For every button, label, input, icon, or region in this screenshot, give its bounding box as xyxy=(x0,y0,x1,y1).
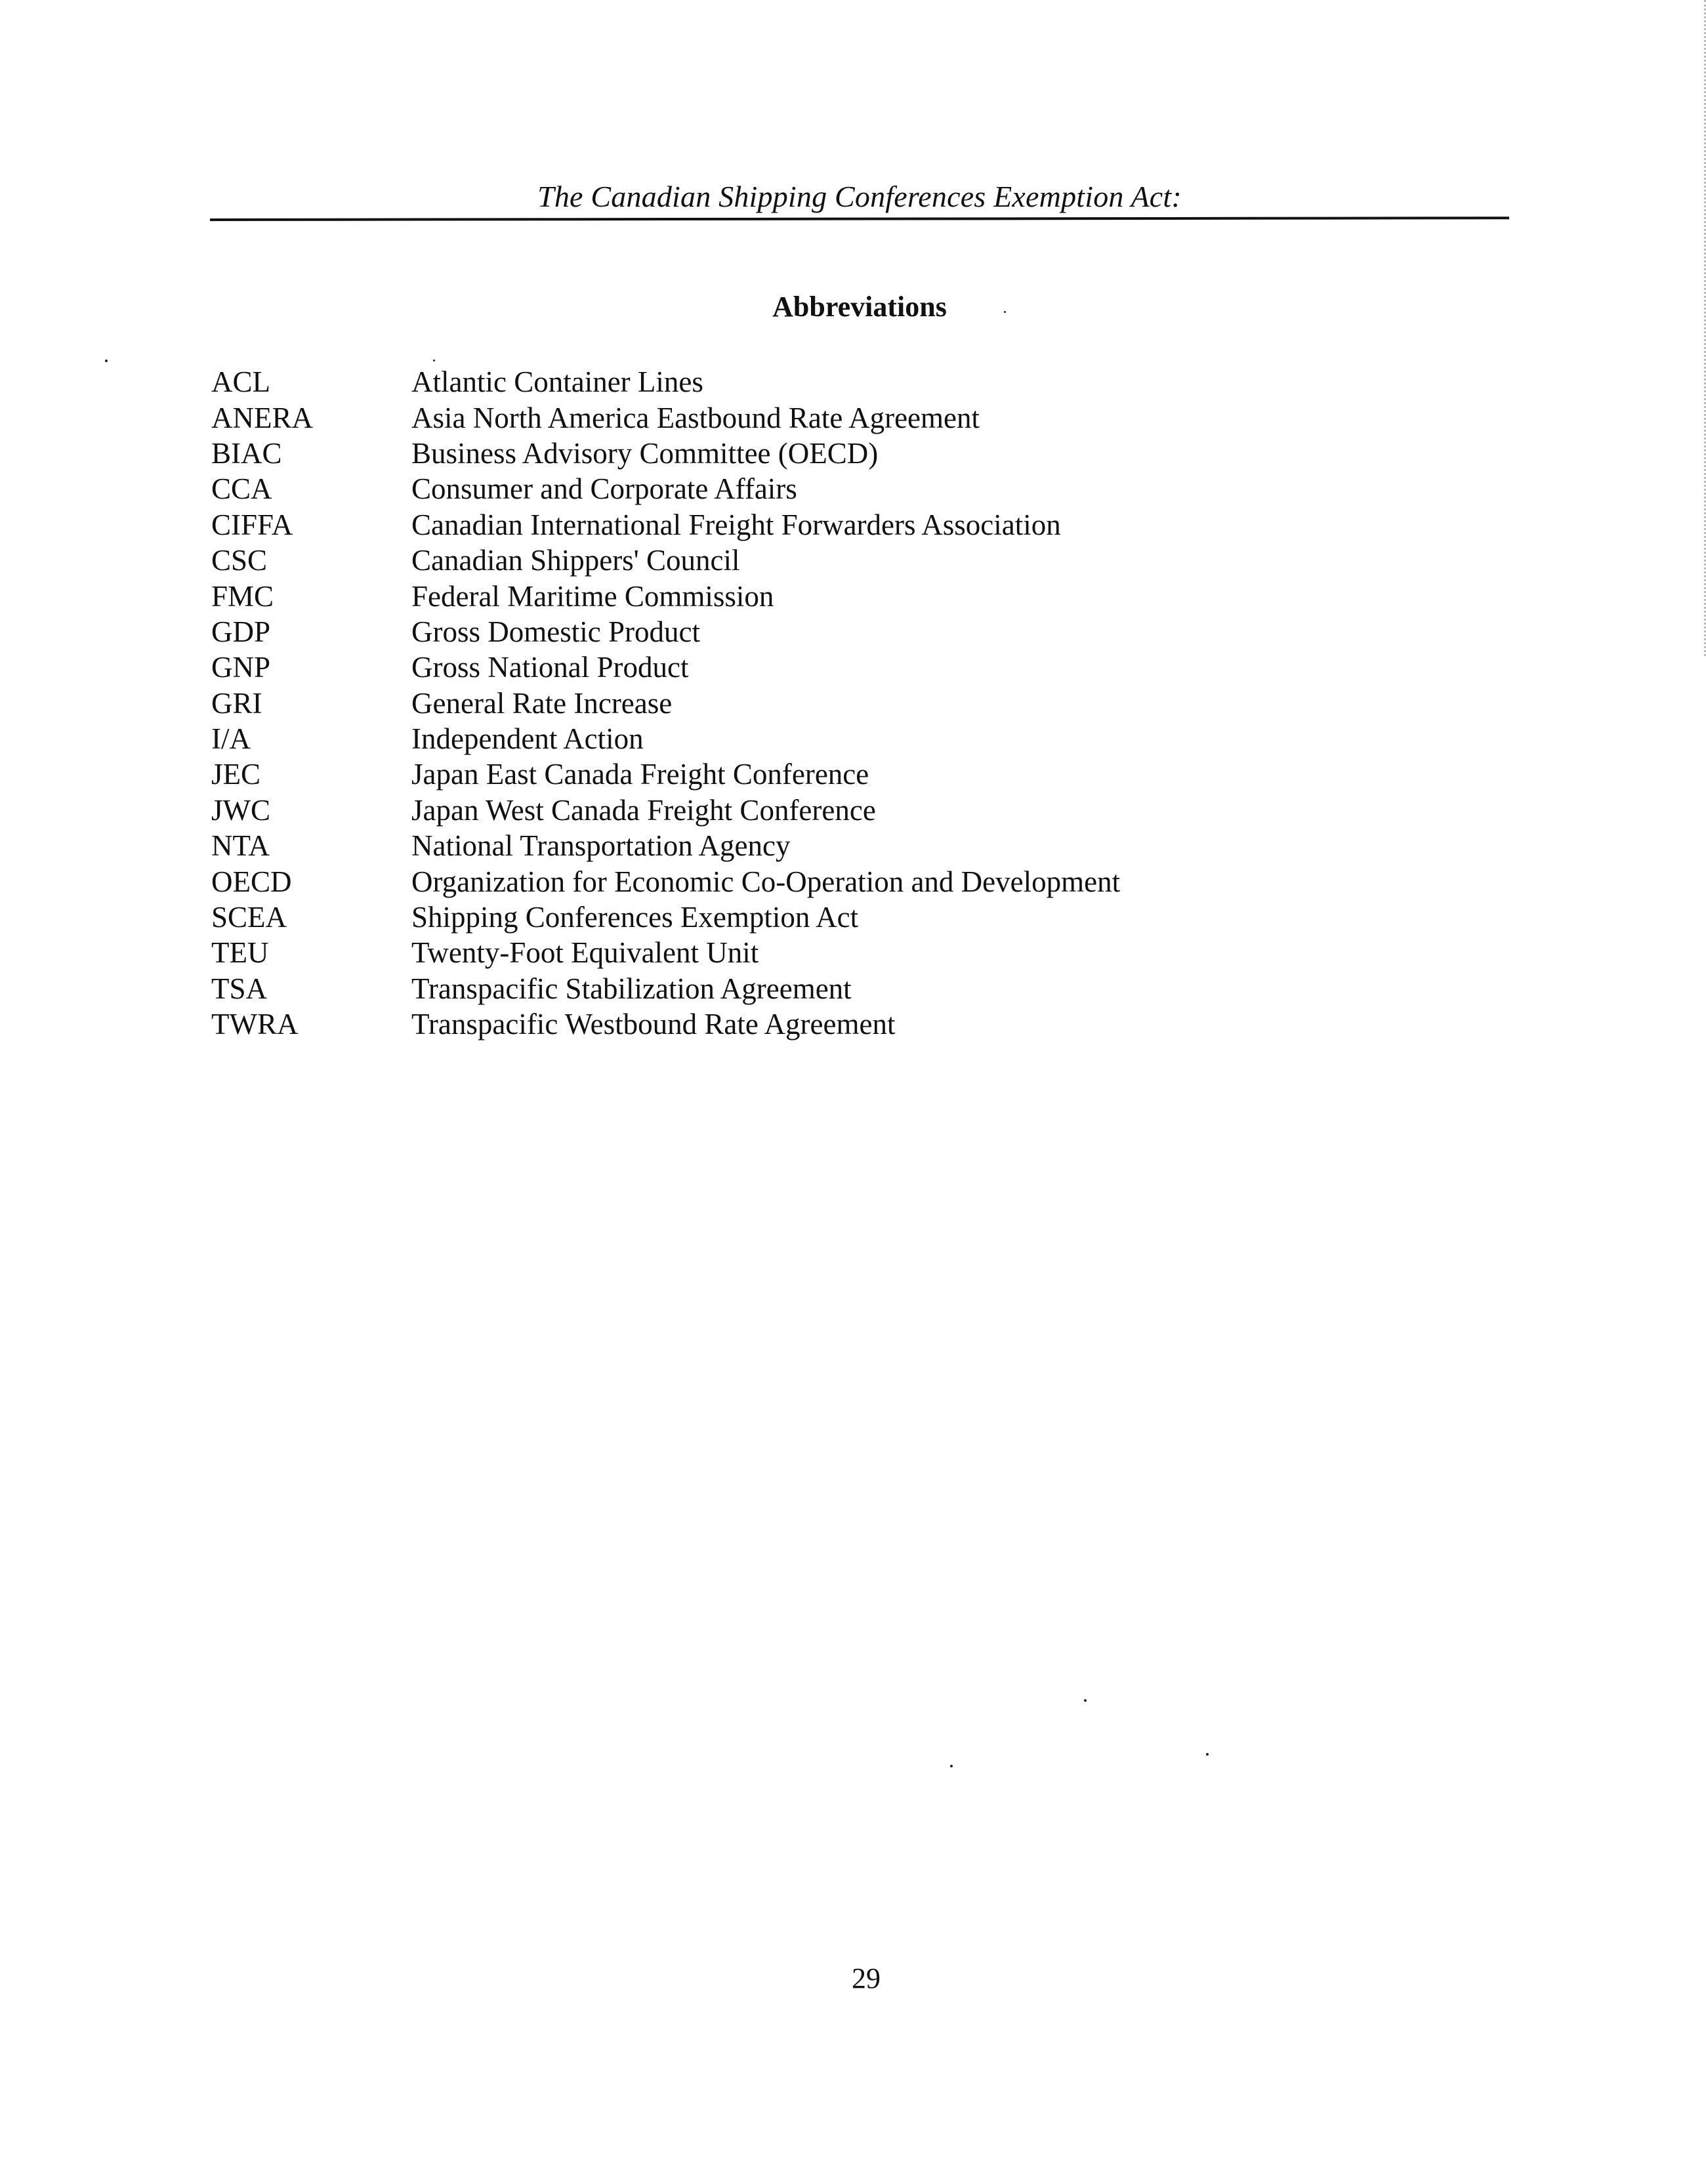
abbreviation-row xyxy=(211,899,1425,935)
abbreviation-term: General Rate Increase xyxy=(411,686,673,720)
header-rule xyxy=(210,216,1509,221)
abbreviation-code: GNP xyxy=(211,651,271,684)
scan-speck xyxy=(1206,1753,1209,1756)
scan-speck xyxy=(1084,1699,1087,1702)
abbreviation-term: Japan East Canada Freight Conference xyxy=(411,758,869,791)
abbreviation-row xyxy=(211,649,1425,685)
abbreviation-term: Canadian International Freight Forwarders Association xyxy=(411,508,1061,541)
abbreviation-row xyxy=(211,543,1425,578)
abbreviation-code: ACL xyxy=(211,365,270,399)
abbreviation-row xyxy=(211,686,1425,721)
abbreviation-row xyxy=(211,471,1425,506)
scan-speck xyxy=(433,360,435,361)
abbreviation-row xyxy=(211,436,1425,471)
scan-speck xyxy=(105,360,108,362)
abbreviation-row xyxy=(211,1006,1425,1042)
abbreviation-row xyxy=(211,756,1425,792)
abbreviation-term: Gross National Product xyxy=(411,651,689,684)
abbreviation-term: Independent Action xyxy=(411,722,644,756)
abbreviation-term: Transpacific Stabilization Agreement xyxy=(411,972,852,1005)
page-number: 29 xyxy=(852,1962,881,1994)
abbreviation-code: GDP xyxy=(211,615,271,648)
abbreviation-code: NTA xyxy=(211,829,270,863)
abbreviation-code: SCEA xyxy=(211,901,287,934)
abbreviation-row xyxy=(211,971,1425,1006)
abbreviation-term: Shipping Conferences Exemption Act xyxy=(411,901,859,934)
abbreviation-code: CSC xyxy=(211,544,268,577)
abbreviation-code: CCA xyxy=(211,472,272,506)
abbreviation-row xyxy=(211,614,1425,649)
scan-edge-artifact xyxy=(1700,0,1706,656)
abbreviation-term: Gross Domestic Product xyxy=(411,615,700,648)
abbreviation-row xyxy=(211,828,1425,863)
abbreviation-term: Canadian Shippers' Council xyxy=(411,544,740,577)
abbreviation-row xyxy=(211,863,1425,899)
abbreviation-code: CIFFA xyxy=(211,508,293,541)
abbreviation-row xyxy=(211,793,1425,828)
section-title: Abbreviations xyxy=(772,291,947,323)
abbreviation-row xyxy=(211,364,1425,400)
scan-speck xyxy=(950,1765,953,1767)
abbreviation-code: FMC xyxy=(211,579,274,613)
abbreviation-term: Business Advisory Committee (OECD) xyxy=(411,436,879,470)
scan-speck xyxy=(1004,311,1006,313)
abbreviation-code: TSA xyxy=(211,972,268,1005)
abbreviation-row xyxy=(211,578,1425,613)
abbreviation-code: JEC xyxy=(211,758,261,791)
abbreviation-code: BIAC xyxy=(211,436,282,470)
running-header: The Canadian Shipping Conferences Exemption Act: xyxy=(537,180,1182,213)
abbreviation-term: Twenty-Foot Equivalent Unit xyxy=(411,936,759,970)
abbreviation-term: Japan West Canada Freight Conference xyxy=(411,793,876,827)
abbreviation-code: OECD xyxy=(211,865,292,898)
abbreviation-term: Atlantic Container Lines xyxy=(411,365,703,399)
abbreviation-row xyxy=(211,507,1425,543)
abbreviation-code: TEU xyxy=(211,936,269,970)
abbreviation-term: National Transportation Agency xyxy=(411,829,791,863)
abbreviation-term: Organization for Economic Co-Operation and Development xyxy=(411,865,1121,898)
abbreviation-term: Consumer and Corporate Affairs xyxy=(411,472,797,506)
abbreviation-list xyxy=(211,364,1425,1042)
abbreviation-term: Transpacific Westbound Rate Agreement xyxy=(411,1008,896,1041)
abbreviation-code: I/A xyxy=(211,722,251,756)
abbreviation-code: TWRA xyxy=(211,1008,299,1041)
abbreviation-term: Asia North America Eastbound Rate Agreement xyxy=(411,401,980,434)
abbreviation-row xyxy=(211,400,1425,435)
abbreviation-code: GRI xyxy=(211,686,262,720)
abbreviation-code: ANERA xyxy=(211,401,313,434)
abbreviation-row xyxy=(211,935,1425,970)
abbreviation-code: JWC xyxy=(211,793,270,827)
abbreviation-term: Federal Maritime Commission xyxy=(411,579,774,613)
abbreviation-row xyxy=(211,721,1425,756)
